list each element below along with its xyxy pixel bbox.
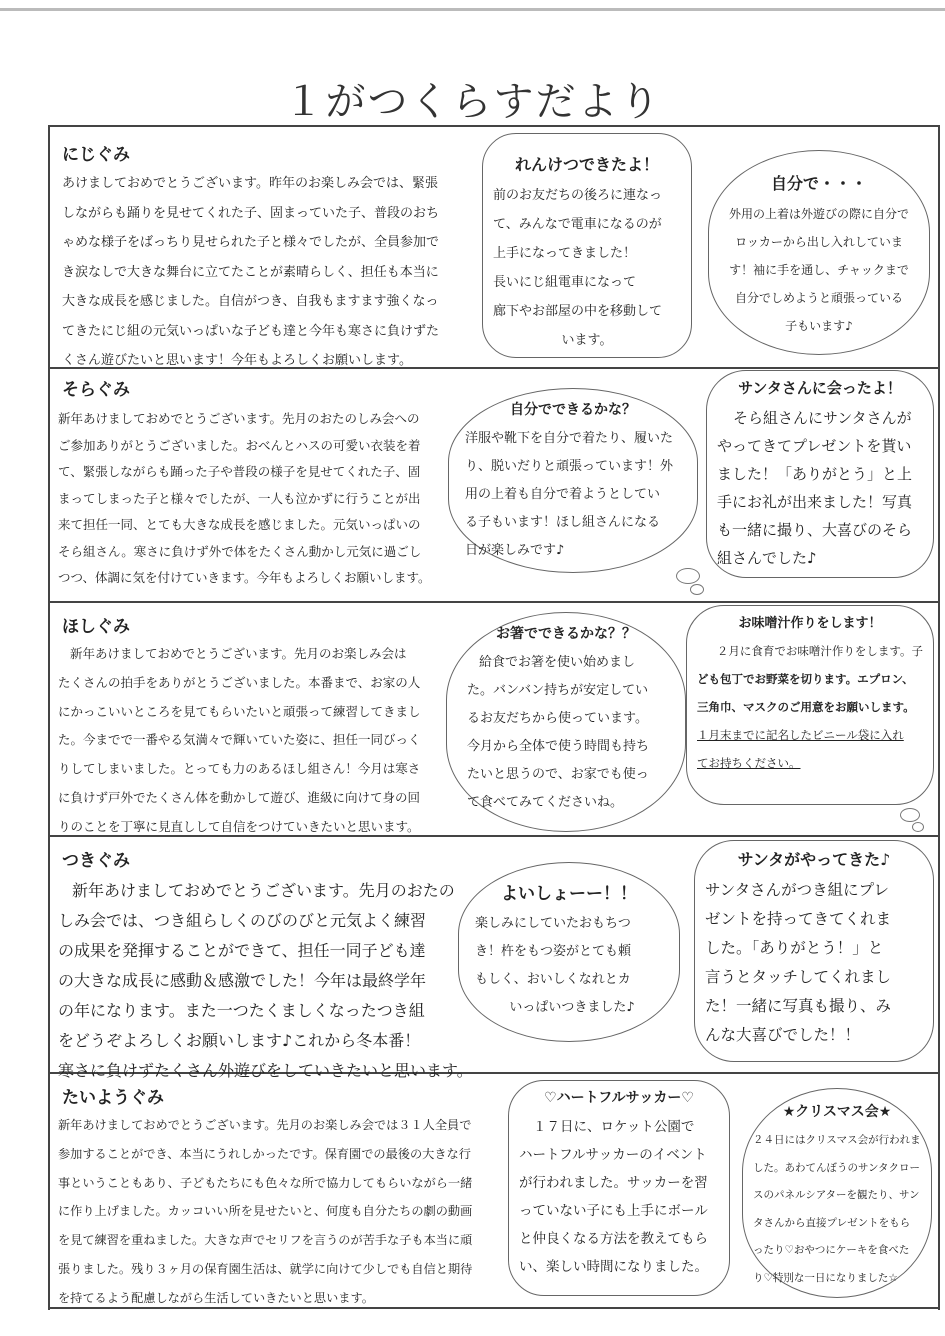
section-title: ほしぐみ <box>62 617 130 637</box>
cloud-santa-tsuki: サンタがやってきた♪ サンタさんがつき組にプレ ゼントを持ってきてくれま した。「ありがとう！」と 言うとタッチしてくれまし た！一緒に写真も撮り、み んな大喜びでした！！ <box>694 840 934 1062</box>
section-body: 新年あけましておめでとうございます。先月のおたの しみ会では、つき組らしくのびのびと元気よく練習 の成果を発揮することができて、担任一同子ども達 の大きな成長に感動＆感激でした！今年は最終学年 の年になります。また一つたくましくなったつき組 をどうぞよろしくお願いします♪これから冬本番！ 寒さに負けずたくさん外遊びをしていきたいと思います。 <box>58 881 473 1080</box>
section-title: たいようぐみ <box>62 1088 164 1108</box>
section-title: そらぐみ <box>62 380 130 400</box>
cloud-jibunde: 自分で・・・ 外用の上着は外遊びの際に自分で ロッカーから出し入れしていま す！袖に手を通し、チャックまで 自分でしめようと頑張っている 子もいます♪ <box>708 150 930 355</box>
section-body: 新年あけましておめでとうございます。先月のお楽しみ会は たくさんの拍手をありがとうございました。本番まで、お家の人 にかっこいいところを見てもらいたいと頑張って練習してきまし た。今までで一番やる気満々で輝いていた姿に、担任一同びっく りしてしまいました。とっても力のあるほし組さん！今月は寒さ に負けず戸外でたくさん体を動かして遊び、進級に向けて身の回 りのことを丁寧に見直しして自信をつけていきたいと思います。 <box>58 646 421 834</box>
cloud-christmas: ★クリスマス会★ ２４日にはクリスマス会が行われま した。あわてんぼうのサンタクロー スのパネルシアターを観たり、サン タさんから直接プレゼントをもら ったり♡おやつにケーキを食べた り♡特別な一日になりました☆ <box>742 1088 932 1298</box>
cloud-renketsu: れんけつできたよ！ 前のお友だちの後ろに連なっ て、みんなで電車になるのが 上手になってきました！ 長いにじ組電車になって 廊下やお部屋の中を移動して います。 <box>482 133 692 358</box>
cloud-tail-puff <box>690 584 704 595</box>
scan-edge-line <box>0 8 945 11</box>
cloud-jibunde-dekiru: 自分でできるかな？ 洋服や靴下を自分で着たり、履いた り、脱いだりと頑張っています！外 用の上着も自分で着ようとしてい る子もいます！ほし組さんになる 日が楽しみです♪ <box>448 388 698 573</box>
cloud-tail-puff <box>676 568 700 584</box>
cloud-tail-puff <box>912 822 924 832</box>
page-title: １がつくらすだより <box>283 79 662 125</box>
frame-right <box>938 125 940 1310</box>
section-body: 新年あけましておめでとうございます。先月のおたのしみ会への ご参加ありがとうございました。おべんとハスの可愛い衣装を着 て、緊張しながらも踊った子や普段の様子を見せてくれた子、固 まってしまった子と様々でしたが、一人も泣かずに行うことが出 来て担任一同、とても大きな成長を感じました。元気いっぱいの そら組さん。寒さに負けず外で体をたくさん動かし元気に過ごし つつ、体調に気を付けていきます。今年もよろしくお願いします。 <box>58 411 431 585</box>
section-body: あけましておめでとうございます。昨年のお楽しみ会では、緊張 しながらも踊りを見せてくれた子、固まっていた子、普段のおち ゃめな様子をばっちり見せられた子と様々でしたが、全員参加で き涙なしで大きな舞台に立てたことが素晴らしく、担任も本当に 大きな成長を感じました。自信がつき、自我もますます強くなっ てきたにじ組の元気いっぱいな子ども達と今年も寒さに負けずた くさん遊びたいと思います！今年もよろしくお願いします。 <box>62 176 440 368</box>
cloud-ohashi: お箸でできるかな？？ 給食でお箸を使い始めまし た。バンバン持ちが安定してい るお友だちから使っています。 今月から全体で使う時間も持ち たいと思うので、お家でも使っ て食べてみてくださいね。 <box>446 612 686 832</box>
cloud-santa-sora: サンタさんに会ったよ！ そら組さんにサンタさんが やってきてプレゼントを貰い ました！「ありがとう」と上 手にお礼が出来ました！写真 も一緒に撮り、大喜びのそら 組さんでした♪ <box>706 370 934 578</box>
cloud-misoshiru: お味噌汁作りをします！ ２月に食育でお味噌汁作りをします。子 ども包丁でお野菜を切ります。エプロン、 三角巾、マスクのご用意をお願いします。 １月末までに記名したビニール袋に入れ てお持ちください。 <box>686 605 934 805</box>
section-title: つきぐみ <box>62 851 130 871</box>
frame-left <box>48 125 50 1310</box>
cloud-tail-puff <box>900 808 920 822</box>
divider-top <box>48 125 940 127</box>
cloud-yoisho: よいしょーー！！ 楽しみにしていたおもちつ き！杵をもつ姿がとても頼 もしく、おいしくなれとカ いっぱいつきました♪ <box>458 862 680 1042</box>
divider-sora-hoshi <box>48 601 940 603</box>
cloud-heartful-soccer: ♡ハートフルサッカー♡ １７日に、ロケット公園で ハートフルサッカーのイベント が行われました。サッカーを習 っていない子にも上手にボール と仲良くなる方法を教えてもら い、楽しい時間になりました。 <box>508 1080 730 1296</box>
section-body: 新年あけましておめでとうございます。先月のお楽しみ会では３１人全員で 参加することができ、本当にうれしかったです。保育園での最後の大きな行 事ということもあり、子どもたちにも色々な所で協力してもらいながら一緒 に作り上げました。カッコいい所を見せたいと、何度も自分たちの劇の動画 を見て練習を重ねました。大きな声でセリフを言うのが苦手な子も本当に頑 張りました。残り３ヶ月の保育園生活は、就学に向けて少しでも自信と期待 を持てるよう配慮しながら生活していきたいと思います。 <box>58 1118 473 1305</box>
section-title: にじぐみ <box>62 145 130 165</box>
